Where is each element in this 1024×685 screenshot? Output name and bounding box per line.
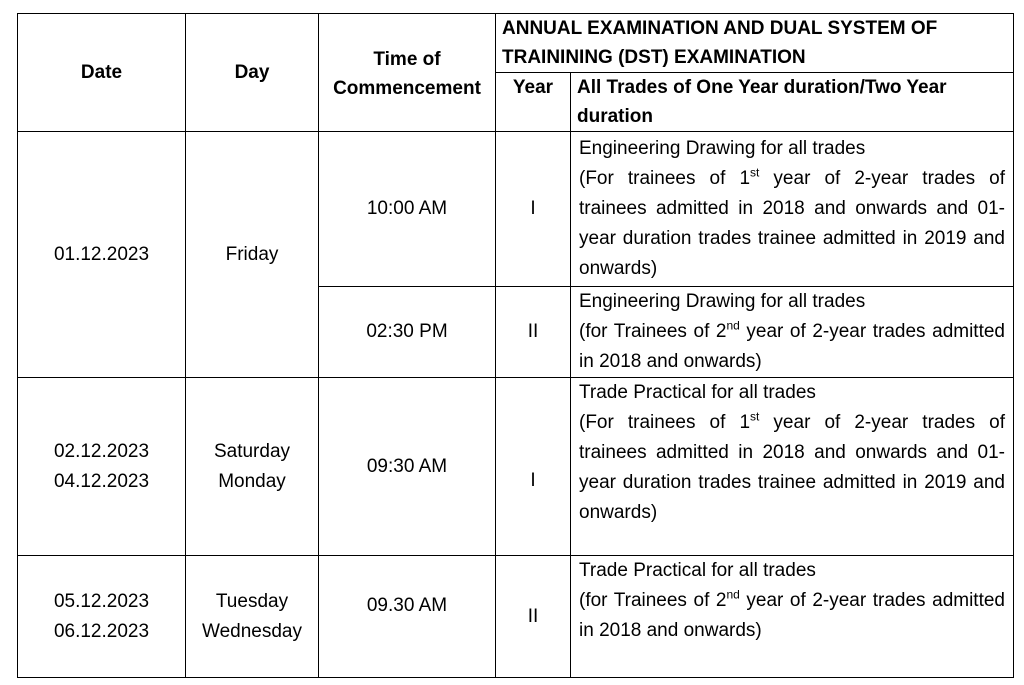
time-header [319,14,496,132]
year-header: Year [496,73,571,132]
day-cell [186,556,319,678]
trade-description [571,132,1014,287]
trade-title: Trade Practical for all trades [579,560,816,581]
date-value: 04.12.2023 [53,470,150,492]
year-cell: I [496,378,571,556]
date-value: 05.12.2023 [53,590,150,612]
trade-detail: (for Trainees of 2nd year of 2-year trades admitted in 2018 and onwards) [579,587,1005,641]
time-header-label: Time of Commencement [333,48,481,99]
day-value: Saturday [213,440,291,462]
date-cell [18,556,186,678]
day-value: Wednesday [202,620,302,642]
date-cell [18,378,186,556]
time-cell: 02:30 PM [319,287,496,378]
exam-group-header: ANNUAL EXAMINATION AND DUAL SYSTEM OF TRAININING (DST) EXAMINATION [496,14,1014,73]
day-value: Tuesday [215,590,289,612]
table-row [18,132,1014,287]
trade-title: Trade Practical for all trades [579,382,816,403]
trade-description [571,556,1014,678]
date-header: Date [18,14,186,132]
trade-detail: (For trainees of 1st year of 2-year trades of trainees admitted in 2018 and onwards and 01-year duration trades trainee admitted in 2019 and onwards) [579,165,1005,279]
table-row [18,378,1014,556]
year-cell: I [496,132,571,287]
date-value: 01.12.2023 [53,243,150,265]
day-value: Friday [225,243,279,265]
time-cell: 09.30 AM [319,556,496,678]
trade-detail: (for Trainees of 2nd year of 2-year trades admitted in 2018 and onwards) [579,318,1005,372]
date-value: 02.12.2023 [53,440,150,462]
date-cell [18,132,186,378]
date-value: 06.12.2023 [53,620,150,642]
trade-title: Engineering Drawing for all trades [579,138,866,159]
trade-description [571,378,1014,556]
table-row [18,556,1014,678]
day-cell [186,378,319,556]
year-cell: II [496,287,571,378]
day-header: Day [186,14,319,132]
trade-title: Engineering Drawing for all trades [579,291,866,312]
year-cell: II [496,556,571,678]
exam-schedule-table [17,13,1014,678]
trade-detail: (For trainees of 1st year of 2-year trades of trainees admitted in 2018 and onwards and 01-year duration trades trainee admitted in 2019 and onwards) [579,409,1005,523]
time-cell: 10:00 AM [319,132,496,287]
day-value: Monday [218,470,286,492]
trade-description [571,287,1014,378]
day-cell [186,132,319,378]
header-row [18,14,1014,73]
trades-header: All Trades of One Year duration/Two Year duration [571,73,1014,132]
time-cell: 09:30 AM [319,378,496,556]
